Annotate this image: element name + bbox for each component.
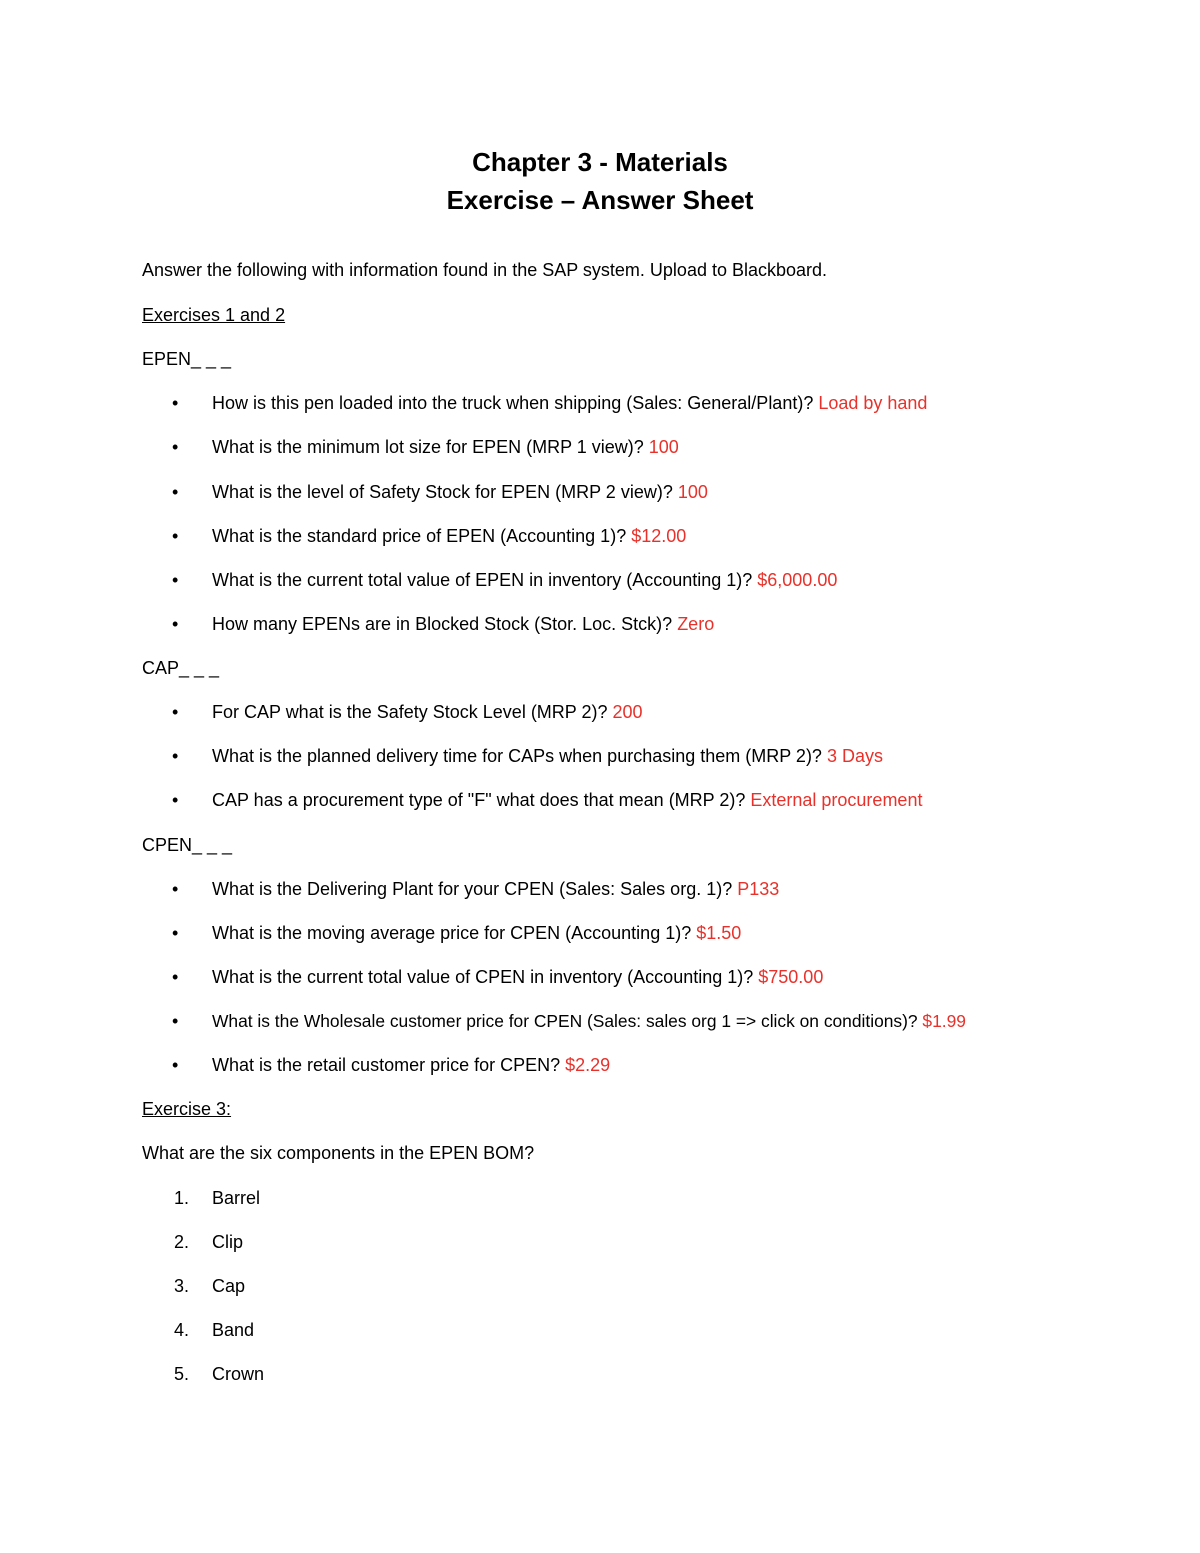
answer-text: P133: [737, 879, 780, 899]
component-name: Clip: [212, 1232, 244, 1252]
question-text: What is the current total value of EPEN in inventory (Accounting 1)?: [212, 570, 758, 590]
intro-text: Answer the following with information found in the SAP system. Upload to Blackboard.: [142, 260, 828, 280]
answer-text: 100: [677, 482, 708, 502]
question-text: What is the Delivering Plant for your CPEN (Sales: Sales org. 1)?: [212, 879, 738, 899]
component-name: Band: [212, 1320, 255, 1340]
question-text: What is the Wholesale customer price for CPEN (Sales: sales org 1 => click on conditions)?: [212, 1011, 923, 1031]
bullet-icon: •: [172, 393, 179, 413]
answer-text: 3 Days: [826, 746, 883, 766]
question-text: For CAP what is the Safety Stock Level (MRP 2)?: [212, 702, 613, 722]
bullet-icon: •: [172, 702, 179, 722]
component-name: Cap: [212, 1276, 246, 1296]
answer-text: 100: [648, 437, 679, 457]
question-text: What is the minimum lot size for EPEN (MRP 1 view)?: [212, 437, 649, 457]
question-text: What is the current total value of CPEN in inventory (Accounting 1)?: [212, 967, 759, 987]
list-number: 1.: [174, 1188, 190, 1208]
answer-text: 200: [612, 702, 643, 722]
group-label-epen: EPEN_ _ _: [142, 349, 232, 369]
bullet-icon: •: [172, 967, 179, 987]
answer-text: Zero: [677, 614, 715, 634]
bullet-icon: •: [172, 614, 179, 634]
section-heading-exercises-1-2: Exercises 1 and 2: [142, 305, 286, 325]
question-text: How is this pen loaded into the truck when shipping (Sales: General/Plant)?: [212, 393, 819, 413]
bullet-icon: •: [172, 746, 179, 766]
bullet-icon: •: [172, 437, 179, 457]
list-number: 5.: [174, 1364, 190, 1384]
answer-text: $1.50: [696, 923, 742, 943]
list-number: 3.: [174, 1276, 190, 1296]
page-subtitle: Exercise – Answer Sheet: [446, 185, 754, 215]
group-label-cap: CAP_ _ _: [142, 658, 220, 678]
section-heading-exercise-3: Exercise 3:: [142, 1099, 232, 1119]
exercise-3-question: What are the six components in the EPEN BOM?: [142, 1143, 535, 1163]
question-text: CAP has a procurement type of "F" what does that mean (MRP 2)?: [212, 790, 751, 810]
component-name: Crown: [212, 1364, 265, 1384]
bullet-icon: •: [172, 923, 179, 943]
bullet-icon: •: [172, 879, 179, 899]
list-number: 2.: [174, 1232, 190, 1252]
question-text: What is the moving average price for CPEN (Accounting 1)?: [212, 923, 697, 943]
bullet-icon: •: [172, 1011, 179, 1031]
question-text: What is the retail customer price for CPEN?: [212, 1055, 566, 1075]
bullet-icon: •: [172, 482, 179, 502]
answer-text: $6,000.00: [757, 570, 838, 590]
answer-text: External procurement: [750, 790, 923, 810]
answer-text: Load by hand: [818, 393, 928, 413]
bullet-icon: •: [172, 570, 179, 590]
page-title: Chapter 3 - Materials: [472, 147, 728, 177]
question-text: How many EPENs are in Blocked Stock (Stor. Loc. Stck)?: [212, 614, 678, 634]
component-name: Barrel: [212, 1188, 261, 1208]
bullet-icon: •: [172, 526, 179, 546]
list-number: 4.: [174, 1320, 190, 1340]
question-text: What is the planned delivery time for CAPs when purchasing them (MRP 2)?: [212, 746, 827, 766]
question-text: What is the standard price of EPEN (Accounting 1)?: [212, 526, 632, 546]
answer-text: $2.29: [565, 1055, 611, 1075]
answer-text: $1.99: [922, 1011, 966, 1031]
bullet-icon: •: [172, 1055, 179, 1075]
answer-text: $12.00: [631, 526, 687, 546]
question-text: What is the level of Safety Stock for EPEN (MRP 2 view)?: [212, 482, 678, 502]
group-label-cpen: CPEN_ _ _: [142, 835, 233, 855]
bullet-icon: •: [172, 790, 179, 810]
answer-text: $750.00: [758, 967, 824, 987]
